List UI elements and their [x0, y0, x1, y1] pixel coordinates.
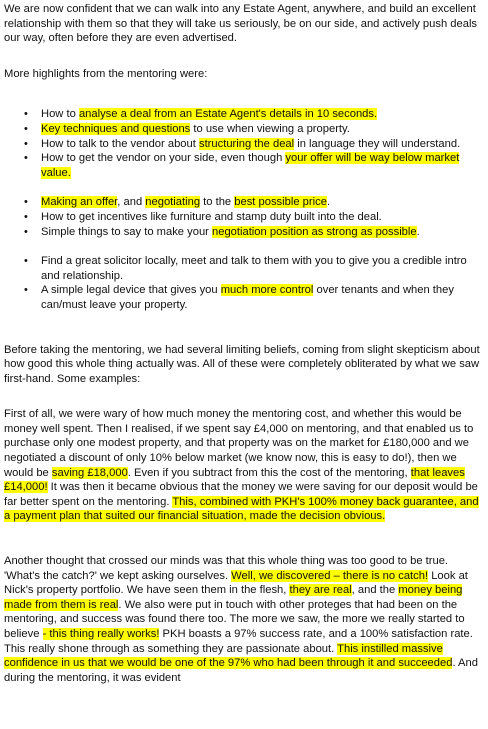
- text-run: Simple things to say to make your: [41, 225, 212, 238]
- text-run: How to: [41, 108, 79, 121]
- text-run: A simple legal device that gives you: [41, 284, 221, 297]
- highlighted-text: your offer will be way below market value.: [41, 152, 460, 179]
- text-run: PKH boasts a 97% success rate, and a 100% satisfaction rate. This really shone through as something they are passionate about.: [4, 628, 473, 655]
- highlighted-text: that leaves £14,000!: [4, 466, 465, 494]
- intro-paragraph: We are now confident that we can walk into any Estate Agent, anywhere, and build an excellent relationship with them so that they will take us seriously, be on our side, and actively push deals our way, often before they are even advertised.: [4, 3, 478, 45]
- text-run: How to get incentives like furniture and stamp duty built into the deal.: [41, 210, 382, 223]
- text-run: , and: [117, 196, 146, 209]
- text-run: Find a great solicitor locally, meet and talk to them with you to give you a credible intro and relationship.: [41, 255, 467, 282]
- highlighted-text: Key techniques and questions: [41, 122, 191, 135]
- highlights-list-1: [4, 107, 488, 180]
- text-run: , and the: [351, 584, 399, 597]
- text-run: First of all, we were wary of how much money the mentoring cost, and whether this would be money well spent. Then I realised, if we spent say £4,000 on mentoring, and that enabled us to purchase only one modest property, and that property was on the market for £180,000 and we negotiated a discount of only 10% below market (we know now, this is easy to do!), then we would be: [4, 408, 474, 479]
- bullet-item: [4, 210, 488, 225]
- text-run: .: [416, 225, 420, 238]
- highlights-list-3: [4, 254, 488, 312]
- text-run: Look at Nick's property portfolio. We have seen them in the flesh,: [4, 569, 468, 597]
- text-run: . Even if you subtract from this the cost of the mentoring,: [127, 466, 411, 479]
- text-run: to use when viewing a property.: [190, 122, 350, 135]
- text-run: .: [326, 196, 331, 209]
- highlighted-text: Well, we discovered – there is no catch!: [231, 569, 429, 582]
- highlighted-text: Making an offer: [41, 196, 118, 209]
- bullet-item: [4, 151, 488, 180]
- cost-paragraph: [4, 407, 488, 524]
- highlighted-text: money being made from them is real: [4, 584, 463, 611]
- bullet-item: [4, 254, 488, 283]
- bullet-item: [4, 283, 488, 312]
- highlights-heading: More highlights from the mentoring were:: [4, 67, 208, 80]
- highlighted-text: structuring the deal: [198, 137, 295, 150]
- text-run: How to get the vendor on your side, even though: [41, 152, 286, 165]
- text-run: to the: [200, 196, 235, 209]
- text-run: Another thought that crossed our minds was that this whole thing was too good to be true. 'What's the catch?' we kept asking ourselves.: [4, 555, 449, 582]
- text-run: in language they will understand.: [294, 137, 461, 150]
- highlighted-text: This instilled massive confidence in us that we would be one of the 97% who had been through it and succeeded: [4, 642, 453, 670]
- text-run: over tenants and when they can/must leave your property.: [41, 284, 454, 311]
- highlighted-text: saving £18,000: [51, 466, 128, 479]
- highlighted-text: This, combined with PKH's 100% money back guarantee, and a payment plan that suited our financial situation, made the decision obvious.: [4, 495, 479, 523]
- highlighted-text: much more control: [220, 284, 314, 297]
- highlighted-text: - this thing really works!: [42, 628, 160, 640]
- highlighted-text: they are real: [289, 584, 352, 597]
- highlighted-text: best possible price: [234, 196, 327, 209]
- beliefs-paragraph: Before taking the mentoring, we had several limiting beliefs, coming from slight skepticism about how good this whole thing actually was. All of these were completely obliterated by what we saw first-hand. Some examples:: [4, 343, 480, 385]
- text-run: . And during the mentoring, it was evident: [4, 657, 478, 684]
- bullet-item: [4, 195, 488, 210]
- highlights-list-2: [4, 195, 488, 239]
- bullet-item: [4, 137, 488, 152]
- bullet-item: [4, 225, 488, 240]
- bullet-item: [4, 107, 488, 122]
- highlighted-text: analyse a deal from an Estate Agent's details in 10 seconds.: [78, 108, 378, 121]
- catch-paragraph: [4, 554, 488, 685]
- text-run: How to talk to the vendor about: [41, 137, 199, 150]
- highlighted-text: negotiating: [145, 196, 201, 209]
- highlighted-text: negotiation position as strong as possible: [212, 225, 417, 238]
- text-run: . We also were put in touch with other proteges that had been on the mentoring, and success was found there too. The more we saw, the more we really started to believe: [4, 598, 465, 640]
- text-run: It was then it became obvious that the money we were saving for our deposit would be far better spent on the mentoring.: [4, 481, 478, 508]
- bullet-item: [4, 122, 488, 137]
